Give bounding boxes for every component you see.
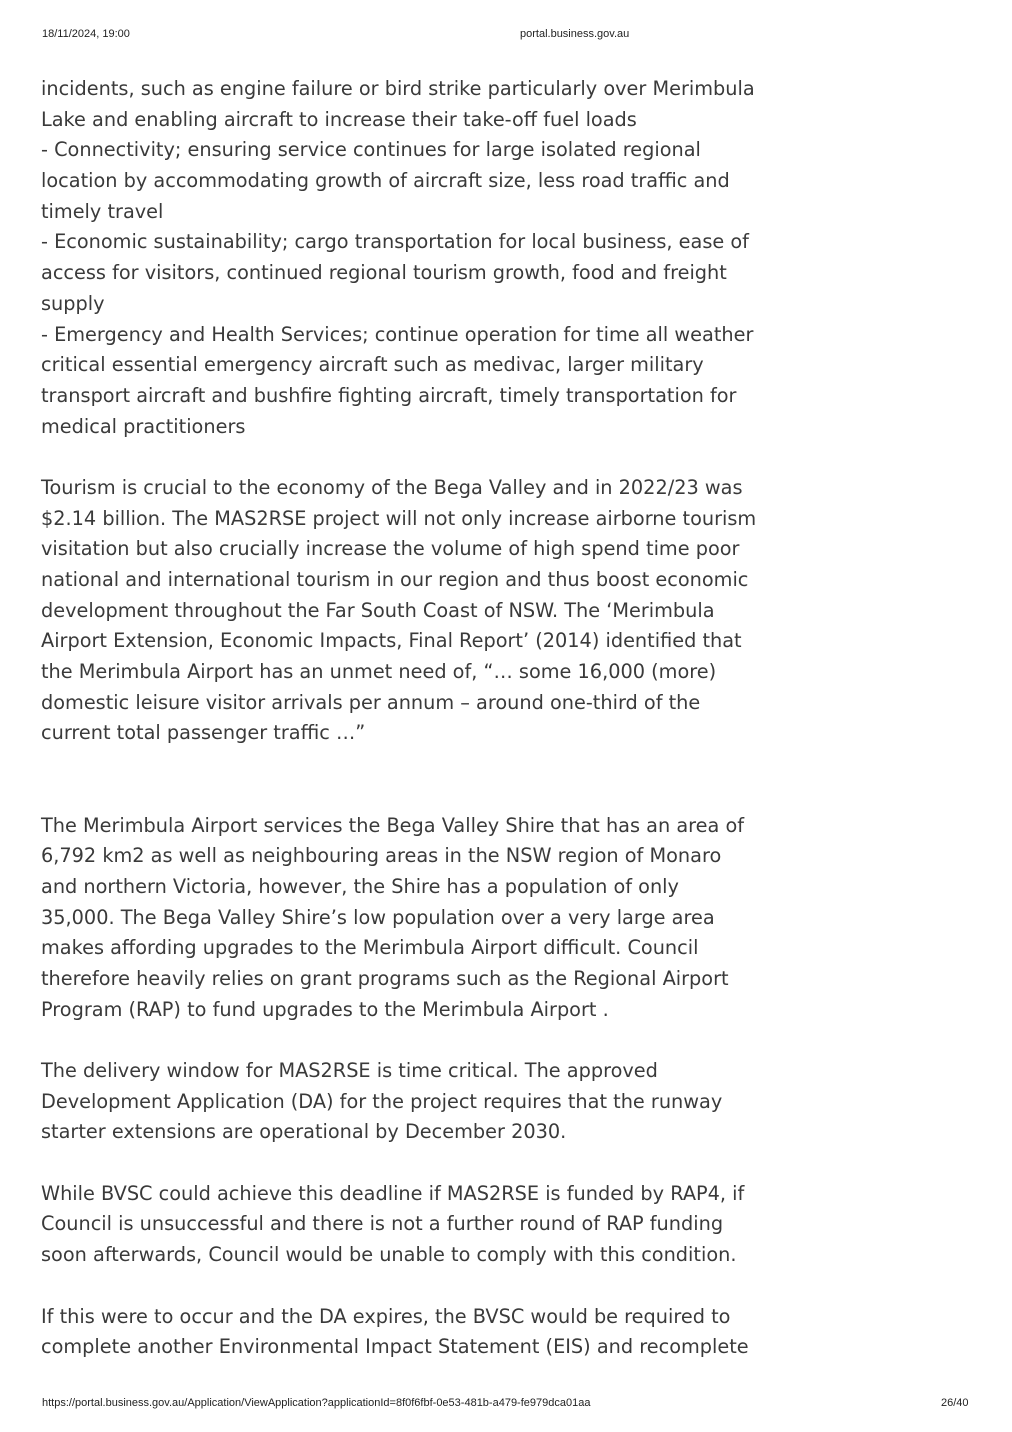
text-line: access for visitors, continued regional tourism growth, food and freight — [41, 261, 727, 285]
text-line: complete another Environmental Impact Statement (EIS) and recomplete — [41, 1335, 749, 1359]
paragraph-delivery-window — [41, 1056, 761, 1148]
print-date-time: 18/11/2024, 19:00 — [42, 28, 130, 40]
text-line: supply — [41, 291, 105, 315]
text-line: critical essential emergency aircraft such as medivac, larger military — [41, 353, 704, 377]
paragraph-da-expiry — [41, 1302, 761, 1363]
text-line: If this were to occur and the DA expires, the BVSC would be required to — [41, 1304, 731, 1328]
text-line: visitation but also crucially increase the volume of high spend time poor — [41, 537, 740, 561]
text-line: domestic leisure visitor arrivals per annum – around one-third of the — [41, 690, 701, 714]
text-line: Development Application (DA) for the project requires that the runway — [41, 1089, 723, 1113]
paragraph-tourism — [41, 473, 761, 749]
document-body — [41, 74, 761, 1363]
text-line: location by accommodating growth of aircraft size, less road traffic and — [41, 169, 730, 193]
text-line: national and international tourism in our region and thus boost economic — [41, 568, 749, 591]
paragraph-deadline — [41, 1179, 761, 1271]
text-line: makes affording upgrades to the Merimbula Airport difficult. Council — [41, 936, 699, 960]
text-line: the Merimbula Airport has an unmet need of, “… some 16,000 (more) — [41, 660, 717, 684]
text-line: therefore heavily relies on grant programs such as the Regional Airport — [41, 966, 729, 990]
print-page-url: https://portal.business.gov.au/Application/ViewApplication?applicationId=8f0f6fbf-0e53-481b-a479-fe979dca01aa — [42, 1397, 591, 1409]
text-line: Program (RAP) to fund upgrades to the Merimbula Airport . — [41, 997, 609, 1021]
text-line: The Merimbula Airport services the Bega Valley Shire that has an area of — [41, 813, 745, 837]
text-line: and northern Victoria, however, the Shire has a population of only — [41, 874, 679, 898]
text-line: development throughout the Far South Coast of NSW. The ‘Merimbula — [41, 598, 715, 622]
paragraph-shire-population — [41, 811, 761, 1026]
text-line: - Economic sustainability; cargo transportation for local business, ease of — [41, 230, 749, 254]
text-line: transport aircraft and bushfire fighting aircraft, timely transportation for — [41, 383, 737, 407]
text-line: 35,000. The Bega Valley Shire’s low population over a very large area — [41, 905, 715, 929]
text-line: 6,792 km2 as well as neighbouring areas in the NSW region of Monaro — [41, 844, 722, 868]
text-line: The delivery window for MAS2RSE is time critical. The approved — [41, 1059, 658, 1083]
text-line: soon afterwards, Council would be unable to comply with this condition. — [41, 1243, 737, 1267]
text-line: $2.14 billion. The MAS2RSE project will not only increase airborne tourism — [41, 506, 757, 530]
text-line: medical practitioners — [41, 414, 246, 438]
text-line: Lake and enabling aircraft to increase their take-off fuel loads — [41, 107, 637, 131]
text-line: - Connectivity; ensuring service continues for large isolated regional — [41, 138, 701, 162]
text-line: - Emergency and Health Services; continue operation for time all weather — [41, 322, 754, 346]
text-line: Airport Extension, Economic Impacts, Final Report’ (2014) identified that — [41, 629, 742, 653]
print-site-name: portal.business.gov.au — [520, 28, 630, 40]
paragraph-project-benefits — [41, 74, 761, 442]
text-line: While BVSC could achieve this deadline if MAS2RSE is funded by RAP4, if — [41, 1181, 745, 1205]
text-line: starter extensions are operational by December 2030. — [41, 1120, 567, 1144]
text-line: timely travel — [41, 199, 164, 223]
text-line: incidents, such as engine failure or bird strike particularly over Merimbula — [41, 77, 755, 100]
page-number: 26/40 — [941, 1397, 969, 1409]
text-line: current total passenger traffic …” — [41, 721, 366, 745]
text-line: Tourism is crucial to the economy of the Bega Valley and in 2022/23 was — [41, 475, 743, 499]
text-line: Council is unsuccessful and there is not a further round of RAP funding — [41, 1212, 724, 1236]
